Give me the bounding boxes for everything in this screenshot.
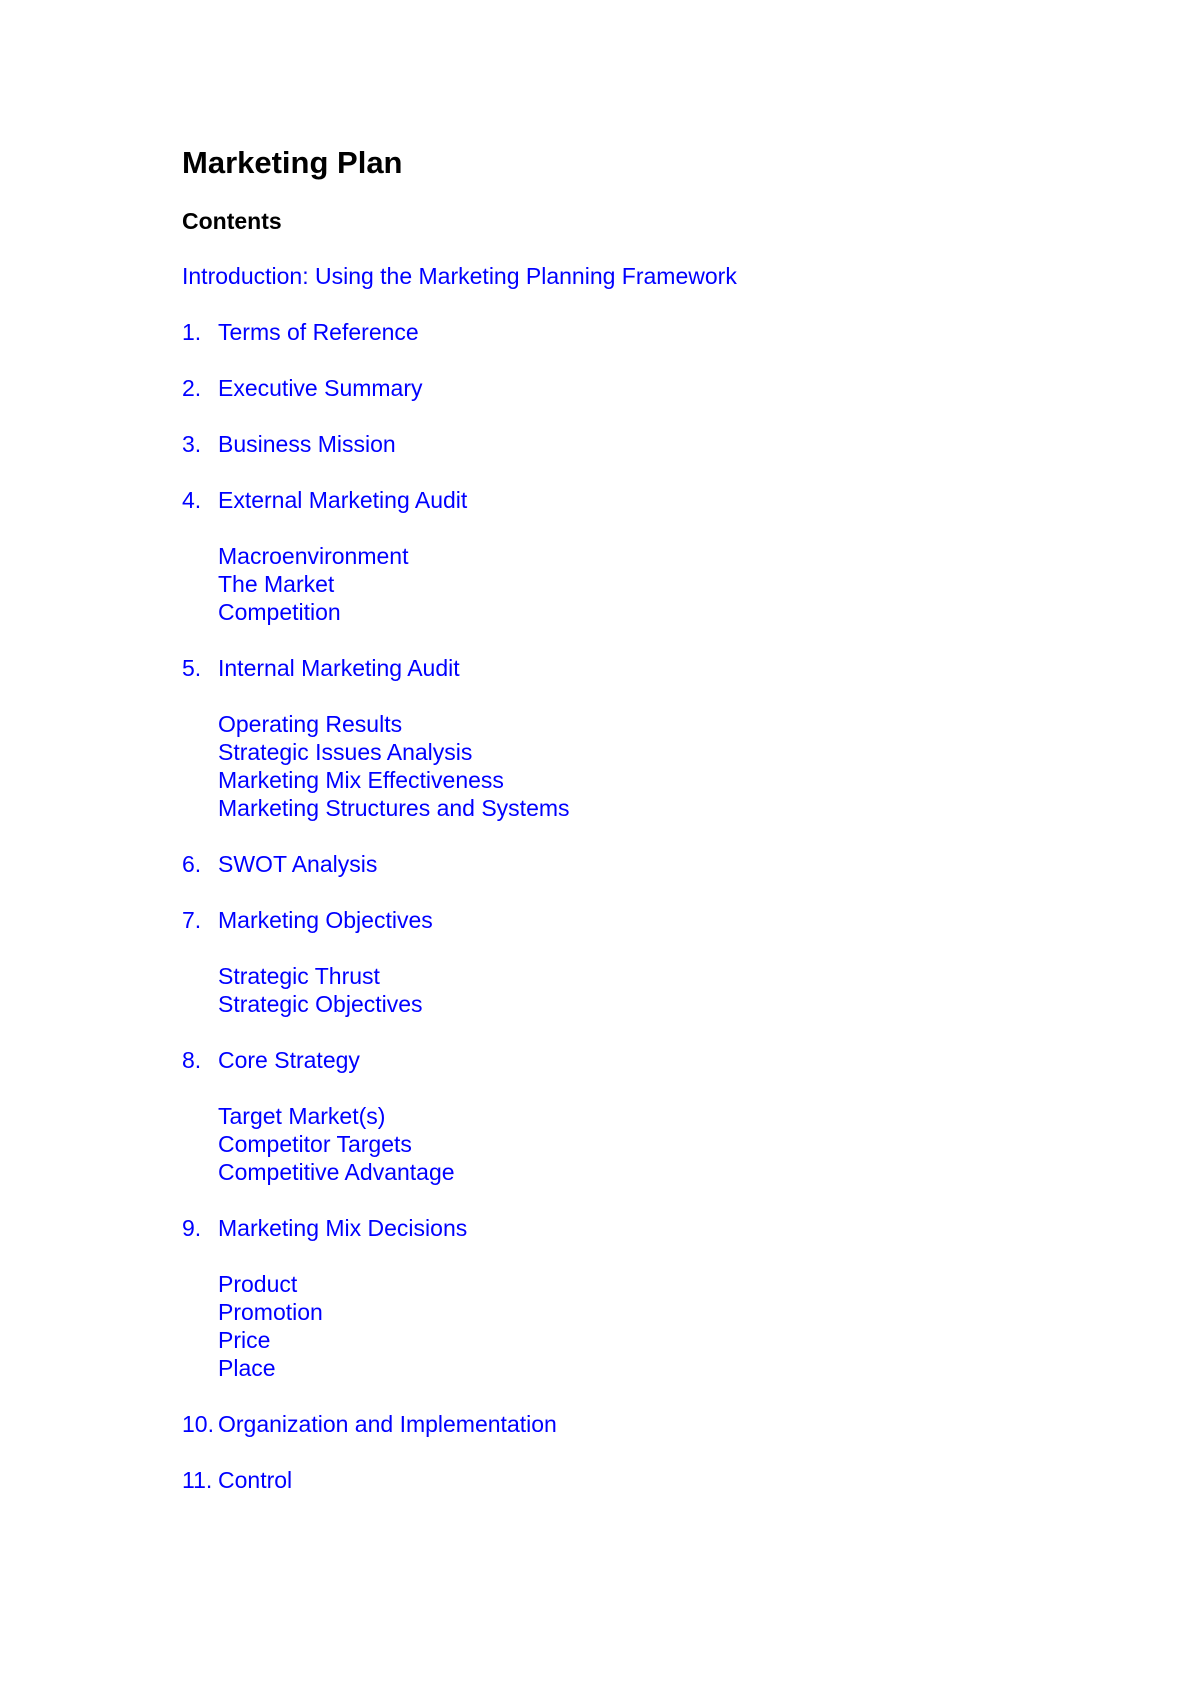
toc-section: [182, 1410, 1082, 1438]
toc-section-number: 11.: [182, 1467, 213, 1493]
toc-link-section-2[interactable]: [182, 374, 1082, 402]
toc-section-number: 6.: [182, 851, 202, 877]
toc-link-section-3[interactable]: [182, 430, 1082, 458]
toc-section-label: SWOT Analysis: [218, 851, 378, 877]
toc-subsection-list: [182, 542, 1082, 626]
toc-link-section-10[interactable]: [182, 1410, 1082, 1438]
toc-section: [182, 486, 1082, 626]
toc-section-label: Organization and Implementation: [218, 1411, 557, 1437]
toc-section: [182, 654, 1082, 822]
toc-link-subsection[interactable]: Target Market(s): [218, 1103, 386, 1129]
toc-link-subsection[interactable]: Place: [218, 1355, 276, 1381]
toc-section-label: Marketing Mix Decisions: [218, 1215, 468, 1241]
toc-link-subsection[interactable]: Operating Results: [218, 711, 403, 737]
toc-link-subsection[interactable]: Price: [218, 1327, 271, 1353]
toc-section-label: Marketing Objectives: [218, 907, 433, 933]
toc-section-label: Executive Summary: [218, 375, 423, 401]
toc-subsection-list: [182, 962, 1082, 1018]
page-title: Marketing Plan: [182, 145, 403, 180]
toc-section-number: 2.: [182, 375, 202, 401]
toc-subsection-list: [182, 710, 1082, 822]
toc-section-number: 1.: [182, 319, 202, 345]
toc-section-number: 3.: [182, 431, 202, 457]
toc-section: [182, 1046, 1082, 1186]
toc-link-section-7[interactable]: [182, 906, 1082, 934]
toc-link-subsection[interactable]: The Market: [218, 571, 335, 597]
toc-link-section-9[interactable]: [182, 1214, 1082, 1242]
toc-section: [182, 850, 1082, 878]
toc-section-label: Business Mission: [218, 431, 396, 457]
toc-section-label: Internal Marketing Audit: [218, 655, 460, 681]
toc-link-subsection[interactable]: Competitive Advantage: [218, 1159, 455, 1185]
toc-subsection-list: [182, 1270, 1082, 1382]
toc-link-subsection[interactable]: Competitor Targets: [218, 1131, 412, 1157]
toc-section: [182, 1466, 1082, 1494]
toc-link-subsection[interactable]: Promotion: [218, 1299, 323, 1325]
toc-section: [182, 374, 1082, 402]
toc-section: [182, 430, 1082, 458]
toc-link-section-4[interactable]: [182, 486, 1082, 514]
toc-section: [182, 906, 1082, 1018]
toc-section-number: 5.: [182, 655, 202, 681]
toc-subsection-list: [182, 1102, 1082, 1186]
toc-link-section-8[interactable]: [182, 1046, 1082, 1074]
toc-section-label: External Marketing Audit: [218, 487, 468, 513]
toc-link-subsection[interactable]: Macroenvironment: [218, 543, 409, 569]
toc-section-number: 4.: [182, 487, 202, 513]
toc-link-subsection[interactable]: Strategic Issues Analysis: [218, 739, 473, 765]
toc-section-number: 9.: [182, 1215, 202, 1241]
toc-section-label: Core Strategy: [218, 1047, 360, 1073]
toc-link-section-1[interactable]: [182, 318, 1082, 346]
toc-link-subsection[interactable]: Strategic Objectives: [218, 991, 423, 1017]
toc-link-subsection[interactable]: Marketing Mix Effectiveness: [218, 767, 504, 793]
toc-link-introduction[interactable]: Introduction: Using the Marketing Planning Framework: [182, 263, 737, 289]
toc-section-label: Terms of Reference: [218, 319, 419, 345]
toc-section-number: 8.: [182, 1047, 202, 1073]
toc-link-subsection[interactable]: Marketing Structures and Systems: [218, 795, 570, 821]
toc-section: [182, 318, 1082, 346]
toc-link-section-6[interactable]: [182, 850, 1082, 878]
contents-heading: Contents: [182, 208, 282, 234]
toc-section: [182, 1214, 1082, 1382]
toc-link-section-5[interactable]: [182, 654, 1082, 682]
toc-link-section-11[interactable]: [182, 1466, 1082, 1494]
toc-link-subsection[interactable]: Product: [218, 1271, 298, 1297]
toc-link-subsection[interactable]: Strategic Thrust: [218, 963, 380, 989]
toc-section-label: Control: [218, 1467, 293, 1493]
toc-section-number: 7.: [182, 907, 202, 933]
toc-sections: [182, 318, 1082, 1494]
toc-link-subsection[interactable]: Competition: [218, 599, 341, 625]
table-of-contents: [182, 262, 1082, 1522]
toc-section-number: 10.: [182, 1411, 214, 1437]
